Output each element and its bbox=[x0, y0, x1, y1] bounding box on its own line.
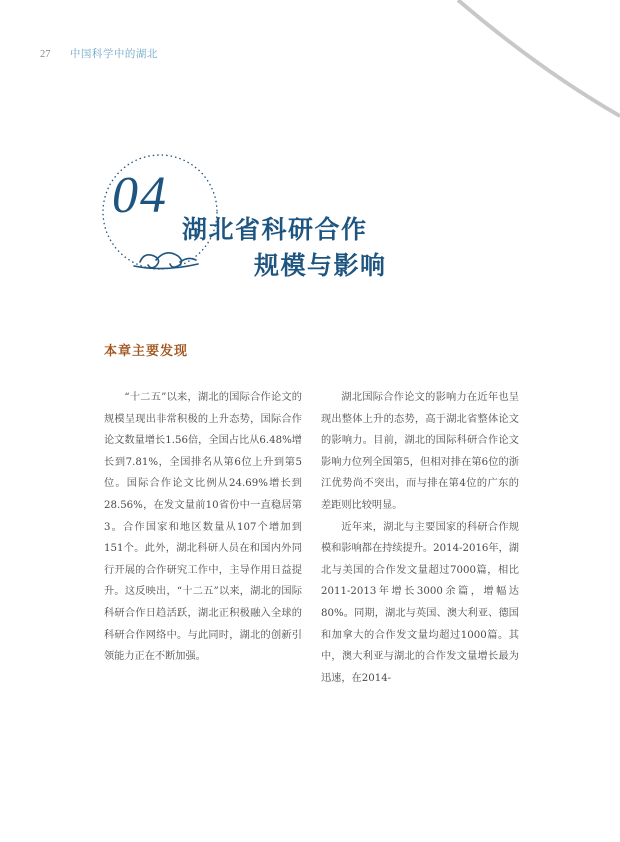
paragraph: “十二五”以来，湖北的国际合作论文的规模呈现出非常积极的上升态势，国际合作论文数量增长1.56倍，全国占比从6.48%增长到7.81%，全国排名从第6位上升到第5位。国际合作论文比例从24.69%增长到28.56%，在发文量前10省份中一直稳居第3。合作国家和地区数量从107个增加到151个。此外，湖北科研人员在和国内外同行开展的合作研究工作中，主导作用日益提升。这反映出，“十二五”以来，湖北的国际科研合作日趋活跃，湖北正积极融入全球的科研合作网络中。与此同时，湖北的创新引领能力正在不断加强。 bbox=[104, 392, 302, 663]
left-text-column bbox=[104, 387, 302, 668]
chapter-title-line2: 规模与影响 bbox=[254, 251, 387, 280]
chapter-title bbox=[182, 212, 387, 284]
page-number: 27 bbox=[40, 49, 51, 60]
book-title: 中国科学中的湖北 bbox=[69, 48, 158, 60]
page-header bbox=[40, 46, 158, 61]
right-text-column bbox=[321, 387, 519, 689]
chapter-title-line1: 湖北省科研合作 bbox=[182, 215, 368, 244]
paragraph: 湖北国际合作论文的影响力在近年也呈现出整体上升的态势，高于湖北省整体论文的影响力。目前，湖北的国际科研合作论文影响力位列全国第5，但相对排在第6位的浙江优势尚不突出，而与排在第4位的广东的差距则比较明显。 bbox=[321, 392, 519, 511]
chapter-number: 04 bbox=[112, 167, 168, 224]
paragraph: 近年来，湖北与主要国家的科研合作规模和影响都在持续提升。2014-2016年，湖北与美国的合作发文量超过7000篇，相比2011-2013年增长3000余篇，增幅达80%。同期，湖北与英国、澳大利亚、德国和加拿大的合作发文量均超过1000篇。其中，澳大利亚与湖北的合作发文量增长最为迅速，在2014- bbox=[321, 521, 519, 684]
section-heading: 本章主要发现 bbox=[104, 344, 189, 359]
